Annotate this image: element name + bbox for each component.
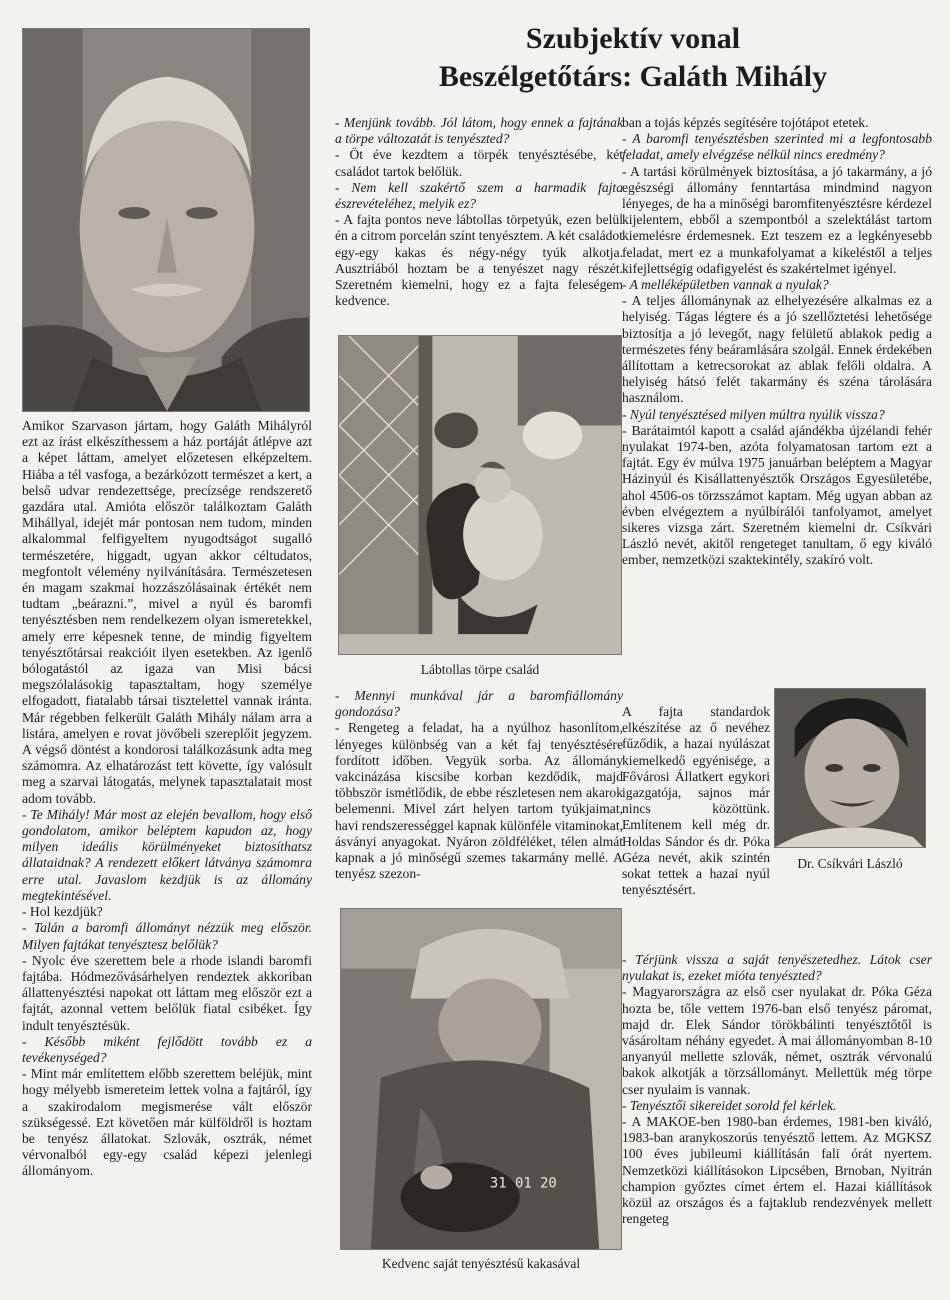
csikvari-caption: Dr. Csíkvári László <box>797 856 903 871</box>
interview-question: - Nyúl tenyésztésed milyen múltra nyúlik vissza? <box>622 406 885 422</box>
hens-photo <box>338 335 622 655</box>
interview-question: - Nem kell szakértő szem a harmadik fajta észrevételéhez, melyik ez? <box>335 179 623 212</box>
paragraph: - Hol kezdjük? <box>22 904 103 920</box>
photo-date-stamp: 31 01 20 <box>489 1175 557 1192</box>
paragraph: - Mint már említettem előbb szerettem beléjük, mint hogy mélyebb ismereteim lettek volna a fajtáról, így a szakirodalom megismerése vált először szükségessé. Ezt követően már külföldről is hoztam be tenyész állatokat. Szlovák, osztrák, német vérvonalból egy-egy család képezi jelenlegi állományom. <box>22 1066 312 1179</box>
column-1 <box>22 418 312 1180</box>
paragraph: Amikor Szarvason jártam, hogy Galáth Mihályról ezt az írást elkészíthessem a ház portáját átlépve azt a képet láttam, amelyet előzetesen elképzeltem. Hiába a tél vasfoga, a bezárkózott természet a kert, a belső udvar rendezettsége, precízsége rendszerető gazdára utal. Amióta először találkoztam Galáth Mihállyal, idejét már pontosan nem tudom, minden alkalommal felfigyeltem nyugodtságot sugalló természetére, higgadt, ugyan akkor céltudatos, megfontolt vélemény nyilvánítására. Természetesen én magam szakmai hozzászólásainak értékét nem tudtam „beárazni.”, mivel a nyúl és baromfi tenyésztésben nem rendelkezem olyan ismeretekkel, amely erre képesnek tenne, de mindig figyeltem tenyésztőtársai reakcióit ilyen esetekben. Az igenlő bólogatástól az igaza van Misi bácsi megszólalásokig tapasztaltam, hogy személye elfogadott, fiatalabb társai tisztelettel vannak iránta. Már régebben felkerült Galáth Mihály nálam arra a listára, amelyen e rovat jövőbeli szereplőit jegyzem. A végső döntést a kondorosi találkozásunk adta meg számomra. Az elhatározást tett követte, így valósult meg a szarvai látogatás, melynek tapasztalatait most adom tovább. <box>22 418 312 806</box>
paragraph: ban a tojás képzés segítésére tojótápot etetek. <box>622 115 869 130</box>
paragraph: A fajta standardok elkészítése az ő nevéhez fűződik, a hazai nyúlászat kiemelkedő egyénisége, a Fővárosi Állatkert egykori igazgatója, sajnos már nincs közöttünk. Említenem kell még dr. Holdas Sándor és dr. Póka Géza nevét, akik szintén sokat tettek a hazai nyúl tenyésztésért. <box>622 704 770 898</box>
paragraph: - Öt éve kezdtem a törpék tenyésztésébe, két családot tartok belőlük. <box>335 147 623 179</box>
column-3-bottom <box>622 952 932 1227</box>
interview-question: - Talán a baromfi állományt nézzük meg először. Milyen fajtákat tenyésztesz belőlük? <box>22 920 312 952</box>
column-2-top <box>335 115 623 309</box>
interview-question: - A baromfi tenyésztésben szerinted mi a legfontosabb feladat, amely elvégzése nélkül nincs eredmény? <box>622 131 932 163</box>
breeder-caption: Kedvenc saját tenyésztésű kakasával <box>381 1256 581 1271</box>
breeder-photo <box>340 908 622 1250</box>
paragraph: - Rengeteg a feladat, ha a nyúlhoz hasonlítom, lényeges különbség van a két faj tenyésztésére fordított időben. Vegyük sorba. Az állomány vakcinázása kiscsibe korban kezdődik, majd többször ismétlődik, de ebbe részletesen nem akarok belemenni. Mivel zárt helyen tartom tyúkjaimat, havi rendszerességgel kapnak különféle vitaminokat, ásványi anyagokat. Nyáron zöldféléket, télen almát kapnak a jó minőségű szemes takarmány mellé. A tenyész szezon- <box>335 720 624 882</box>
paragraph: - A tartási körülmények biztosítása, a jó takarmány, a jó egészségi állomány fenntartása mindmind nagyon lényeges, de ha a minőségi baromfitenyésztésre kérdezel kijelentem, ebből a szempontból a szelektálást tartom kiemelésre érdemesnek. Ezt teszem ez a legkényesebb feladat, mert ez a munkafolyamat a kikeléstől a teljes kifejlettségig odafigyelést és szakértelmet igényel. <box>622 163 932 276</box>
csikvari-photo <box>774 688 926 848</box>
interview-question: - Menjünk tovább. Jól látom, hogy ennek a fajtának a törpe változatát is tenyészted? <box>335 115 623 147</box>
column-2-middle <box>335 688 623 882</box>
interview-question: - Tenyésztői sikereidet sorold fel kérlek. <box>622 1097 837 1113</box>
interview-question: - A melléképületben vannak a nyulak? <box>622 277 829 293</box>
paragraph: - A fajta pontos neve lábtollas törpetyúk, ezen belül én a citrom porcelán színt tenyésztem. A két családot egy-egy kakas és négy-négy tyúk alkotja. Ausztriából hoztam be a tenyészet nagy részét. Szeretném kiemelni, hogy ez a fajta feleségem kedvence. <box>335 212 624 309</box>
paragraph: - A teljes állománynak az elhelyezésére alkalmas ez a helyiség. Tágas légtere és a jó szellőztetési lehetősége biztosítja a jó levegőt, nagy felületű ablakok pedig a természetes fény beáramlására szolgál. Ennek érdekében állítottam a ketrecsorokat az ablak felőli oldalra. A helyiség hátsó felét takarmány és széna tárolására használom. <box>622 293 932 406</box>
interview-question: - Később miként fejlődött tovább ez a tevékenységed? <box>22 1033 312 1065</box>
hens-caption: Lábtollas törpe család <box>420 662 540 677</box>
title-line-1: Szubjektív vonal <box>525 22 741 55</box>
portrait-photo <box>22 28 310 412</box>
paragraph: - Magyarországra az első cser nyulakat dr. Póka Géza hozta be, tőle vettem 1976-ban első tenyész páromat, majd dr. Elek Sándor törökbálinti tenyésztőtől is vásároltam néhány egyedet. A mai állományomban 8-10 anyanyúl mellette szlovák, német, osztrák vérvonalú bakok alkotják a törzsállományt. Mellettük még törpe cser nyulaim is vannak. <box>622 984 932 1097</box>
column-3-narrow <box>622 704 770 898</box>
article-title <box>328 20 938 96</box>
paragraph: - A MAKOE-ben 1980-ban érdemes, 1981-ben kiváló, 1983-ban aranykoszorús tenyésztő lettem. Az MGKSZ 100 éves jubileumi kiállításán fali órát nyertem. Nemzetközi kiállításokon Lipcsében, Brnoban, Nyitrán champion győztes címet értem el. Hazai kiállítások közül az országos és a fajtaklub rendezvények mellett rengeteg <box>622 1114 932 1227</box>
paragraph: - Nyolc éve szerettem bele a rhode islandi baromfi fajtába. Hódmezővásárhelyen rendeztek akkoriban állattenyésztési napokat ott láttam meg először ezt a fajtát, azonnal vettem belőlük fiatal csibéket. Így indult tenyésztésük. <box>22 952 312 1033</box>
interview-question: - Térjünk vissza a saját tenyészetedhez. Látok cser nyulakat is, ezeket mióta tenyészted? <box>622 952 932 984</box>
interview-question: - Mennyi munkával jár a baromfiállomány gondozása? <box>335 688 623 720</box>
column-3-top <box>622 115 932 569</box>
title-line-2: Beszélgetőtárs: Galáth Mihály <box>438 60 828 93</box>
paragraph: - Barátaimtól kapott a család ajándékba újzélandi fehér nyulakat 1974-ben, azóta folyamatosan tartom ezt a fajtát. Egy év múlva 1975 januárban beléptem a Magyar Házinyúl és Kisállattenyésztők Országos Egyesületébe, ahol 4506-os törzsszámot kaptam. Még ugyan abban az évben elvégeztem a nyúlbírálói tanfolyamot, amelyet sikeres vizsga zárt. Szeretném kiemelni dr. Csíkvári László nevét, akitől rengeteget tanultam, ő egy kiváló ember, nemzetközi szaktekintély, szakíró volt. <box>622 422 932 568</box>
interview-question: - Te Mihály! Már most az elején bevallom, hogy első gondolatom, amikor beléptem kapudon az, hogy milyen ideális körülményeket biztosíthatsz állataidnak? A rendezett előkert látványa számomra erre utal. Javaslom kezdjük is az állomány megtekintésével. <box>22 806 312 903</box>
